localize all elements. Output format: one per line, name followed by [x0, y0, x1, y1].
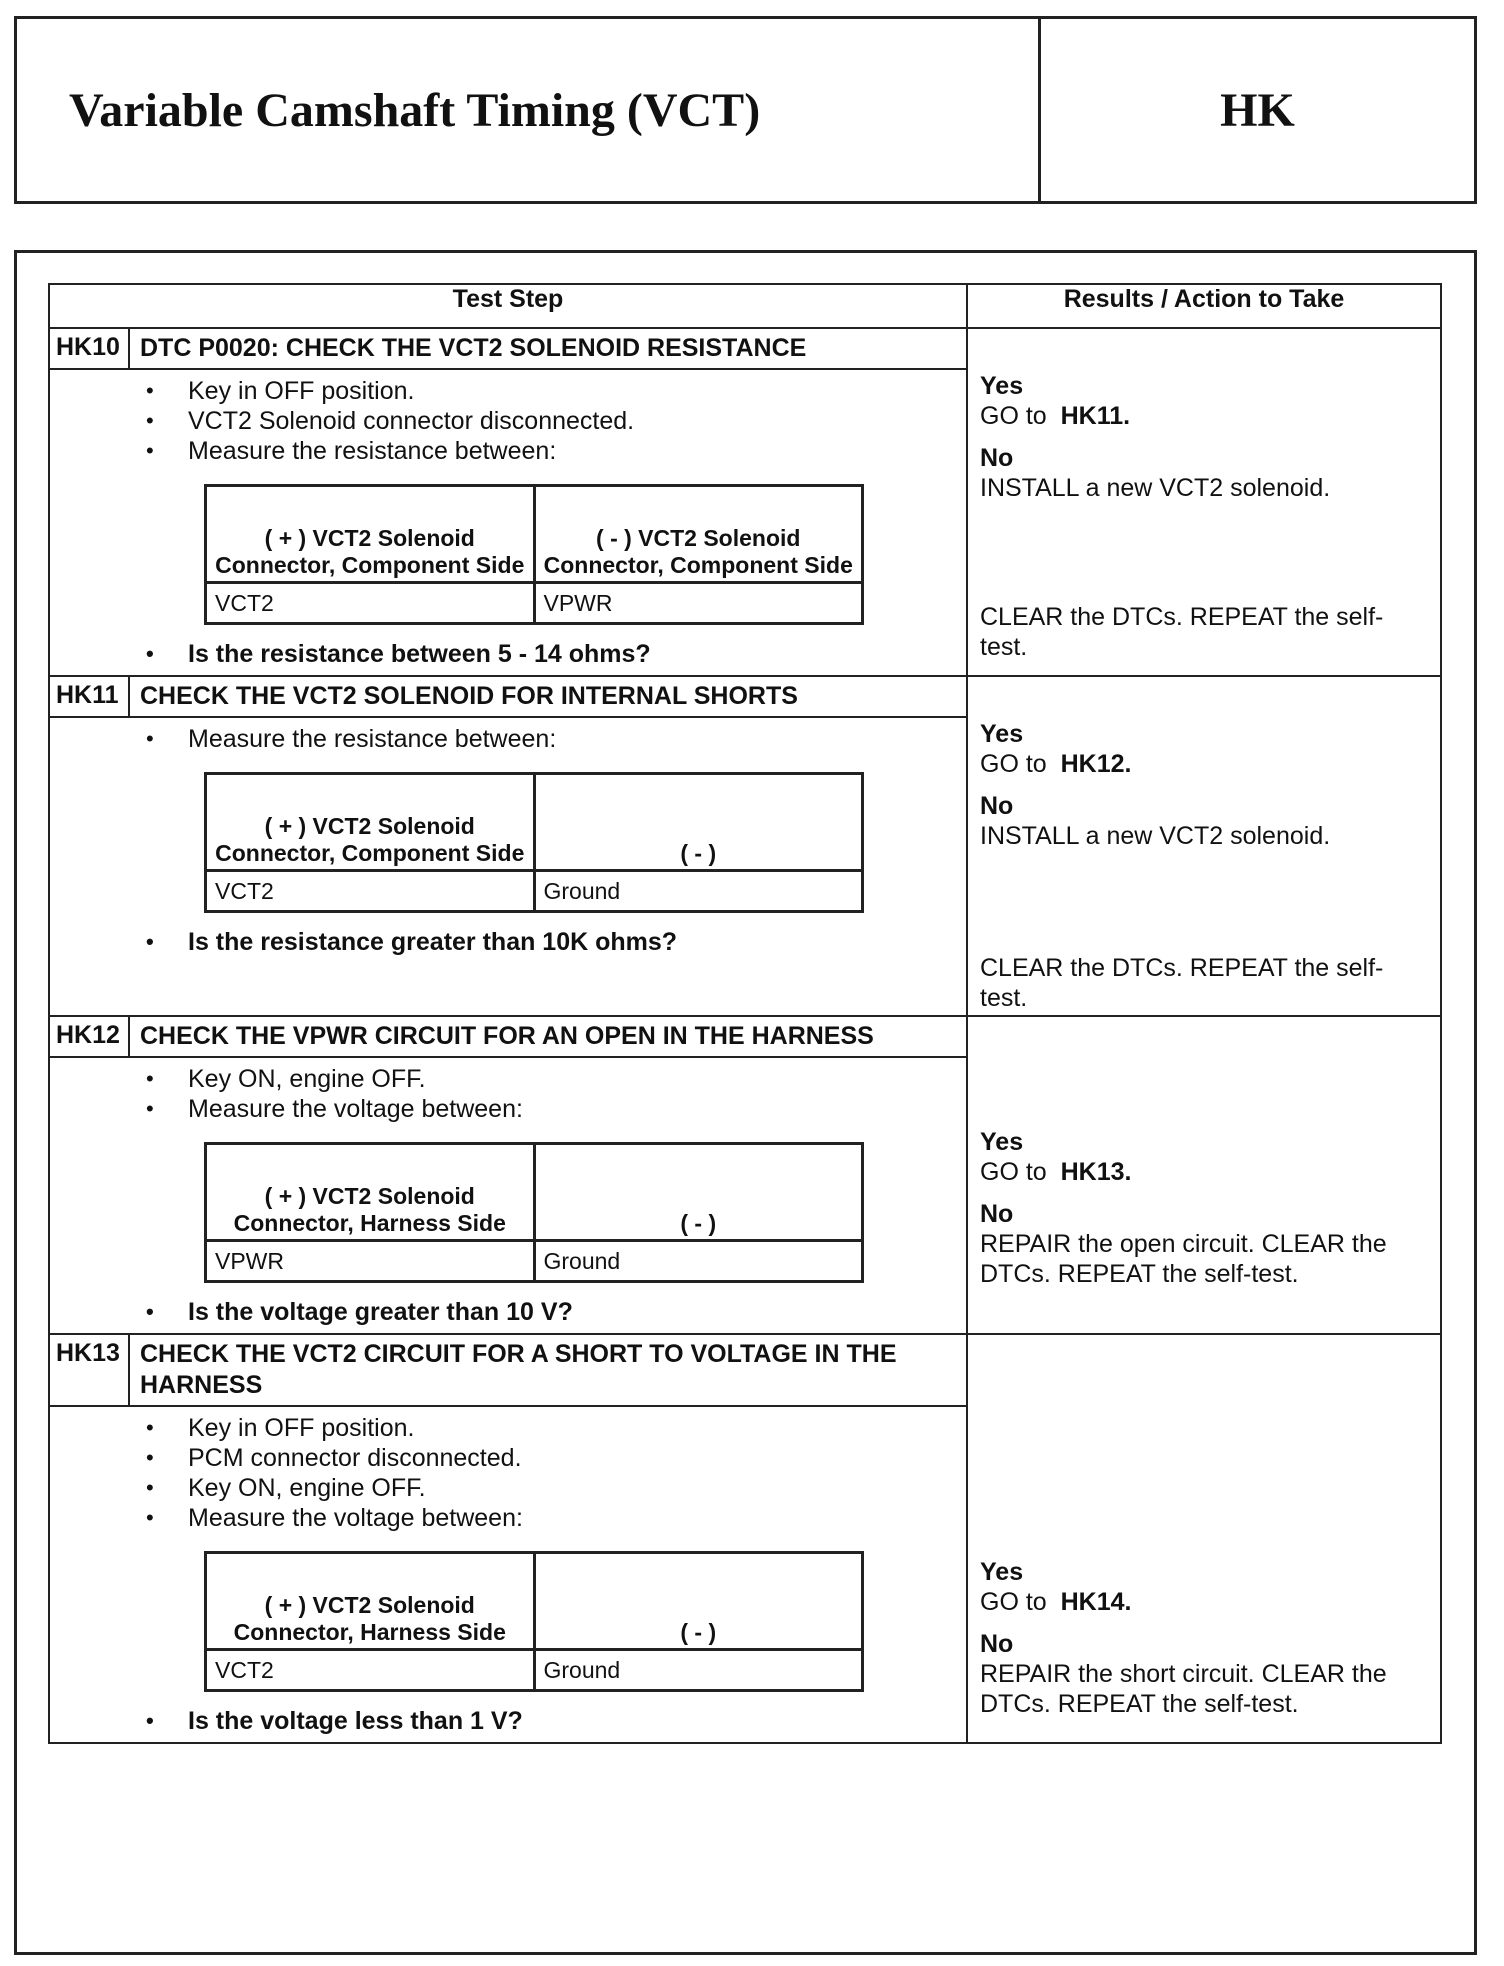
- list-item: • Key ON, engine OFF.: [146, 1065, 426, 1093]
- measurement-negative-header: ( - ): [534, 774, 863, 871]
- measurement-table: [204, 484, 864, 625]
- results-cell: [967, 1334, 1441, 1743]
- next-step-link[interactable]: HK12.: [1060, 750, 1132, 778]
- results-cell: [967, 328, 1441, 676]
- test-step-row: [49, 1334, 1441, 1743]
- measurement-table: [204, 772, 864, 913]
- measurement-negative-value: Ground: [534, 1241, 863, 1282]
- list-item: • Measure the voltage between:: [146, 1095, 523, 1123]
- next-step-link[interactable]: HK11.: [1060, 402, 1131, 430]
- test-step-row: [49, 328, 1441, 676]
- list-item: • Measure the resistance between:: [146, 725, 557, 753]
- step-question: • Is the voltage greater than 10 V?: [146, 1298, 573, 1326]
- measurement-positive-header: ( + ) VCT2 Solenoid Connector, Component Side: [206, 774, 535, 871]
- list-item: • VCT2 Solenoid connector disconnected.: [146, 407, 635, 435]
- step-title: CHECK THE VCT2 SOLENOID FOR INTERNAL SHORTS: [140, 682, 798, 710]
- yes-action: GO to: [980, 750, 1047, 778]
- measurement-table: [204, 1142, 864, 1283]
- page-title: Variable Camshaft Timing (VCT): [17, 19, 1041, 201]
- list-item: • Measure the resistance between:: [146, 437, 557, 465]
- step-header: [50, 329, 966, 370]
- no-action: REPAIR the open circuit. CLEAR the DTCs. REPEAT the self-test.: [980, 1230, 1387, 1288]
- measurement-positive-value: VCT2: [206, 871, 535, 912]
- no-label: No: [980, 792, 1014, 820]
- yes-label: Yes: [980, 372, 1024, 400]
- measurement-negative-value: VPWR: [534, 583, 863, 624]
- test-step-cell: [49, 328, 967, 676]
- test-step-table: [48, 283, 1442, 1744]
- step-header: [50, 1017, 966, 1058]
- step-question: • Is the resistance between 5 - 14 ohms?: [146, 640, 651, 668]
- step-title: CHECK THE VPWR CIRCUIT FOR AN OPEN IN THE HARNESS: [140, 1022, 874, 1050]
- results-cell: [967, 676, 1441, 1016]
- list-item: • Key in OFF position.: [146, 377, 415, 405]
- list-item: • PCM connector disconnected.: [146, 1444, 522, 1472]
- step-question: • Is the resistance greater than 10K ohms?: [146, 928, 678, 956]
- no-action: INSTALL a new VCT2 solenoid.: [980, 474, 1331, 502]
- test-step-cell: [49, 1334, 967, 1743]
- measurement-table: [204, 1551, 864, 1692]
- next-step-link[interactable]: HK13.: [1060, 1158, 1132, 1186]
- step-id: HK11: [50, 677, 130, 716]
- step-title: CHECK THE VCT2 CIRCUIT FOR A SHORT TO VOLTAGE IN THE HARNESS: [140, 1340, 897, 1399]
- clear-instruction: CLEAR the DTCs. REPEAT the self-test.: [980, 603, 1384, 661]
- measurement-positive-value: VPWR: [206, 1241, 535, 1282]
- measurement-negative-header: ( - ): [534, 1144, 863, 1241]
- step-id: HK13: [50, 1335, 130, 1405]
- measurement-positive-header: ( + ) VCT2 Solenoid Connector, Component Side: [206, 486, 535, 583]
- step-title: DTC P0020: CHECK THE VCT2 SOLENOID RESISTANCE: [140, 334, 807, 362]
- test-step-row: [49, 676, 1441, 1016]
- section-code: HK: [1220, 83, 1295, 137]
- step-question: • Is the voltage less than 1 V?: [146, 1707, 523, 1735]
- measurement-negative-value: Ground: [534, 1650, 863, 1691]
- no-label: No: [980, 1200, 1014, 1228]
- no-action: INSTALL a new VCT2 solenoid.: [980, 822, 1331, 850]
- measurement-negative-header: ( - ) VCT2 Solenoid Connector, Component Side: [534, 486, 863, 583]
- step-id: HK10: [50, 329, 130, 368]
- test-step-row: [49, 1016, 1441, 1334]
- step-header: [50, 677, 966, 718]
- list-item: • Measure the voltage between:: [146, 1504, 523, 1532]
- measurement-positive-value: VCT2: [206, 583, 535, 624]
- step-id: HK12: [50, 1017, 130, 1056]
- measurement-positive-header: ( + ) VCT2 Solenoid Connector, Harness Side: [206, 1144, 535, 1241]
- results-cell: [967, 1016, 1441, 1334]
- no-label: No: [980, 1630, 1014, 1658]
- next-step-link[interactable]: HK14.: [1060, 1588, 1132, 1616]
- yes-label: Yes: [980, 720, 1024, 748]
- page-header: [14, 16, 1477, 204]
- column-header-test-step: Test Step: [49, 284, 967, 328]
- test-step-cell: [49, 1016, 967, 1334]
- list-item: • Key ON, engine OFF.: [146, 1474, 426, 1502]
- measurement-positive-value: VCT2: [206, 1650, 535, 1691]
- no-action: REPAIR the short circuit. CLEAR the DTCs. REPEAT the self-test.: [980, 1660, 1387, 1718]
- yes-action: GO to: [980, 1158, 1047, 1186]
- measurement-negative-header: ( - ): [534, 1553, 863, 1650]
- yes-action: GO to: [980, 1588, 1047, 1616]
- list-item: • Key in OFF position.: [146, 1414, 415, 1442]
- step-header: [50, 1335, 966, 1407]
- yes-label: Yes: [980, 1128, 1024, 1156]
- test-step-cell: [49, 676, 967, 1016]
- clear-instruction: CLEAR the DTCs. REPEAT the self-test.: [980, 954, 1384, 1012]
- measurement-positive-header: ( + ) VCT2 Solenoid Connector, Harness Side: [206, 1553, 535, 1650]
- measurement-negative-value: Ground: [534, 871, 863, 912]
- column-header-results: Results / Action to Take: [967, 284, 1441, 328]
- yes-action: GO to: [980, 402, 1047, 430]
- no-label: No: [980, 444, 1014, 472]
- yes-label: Yes: [980, 1558, 1024, 1586]
